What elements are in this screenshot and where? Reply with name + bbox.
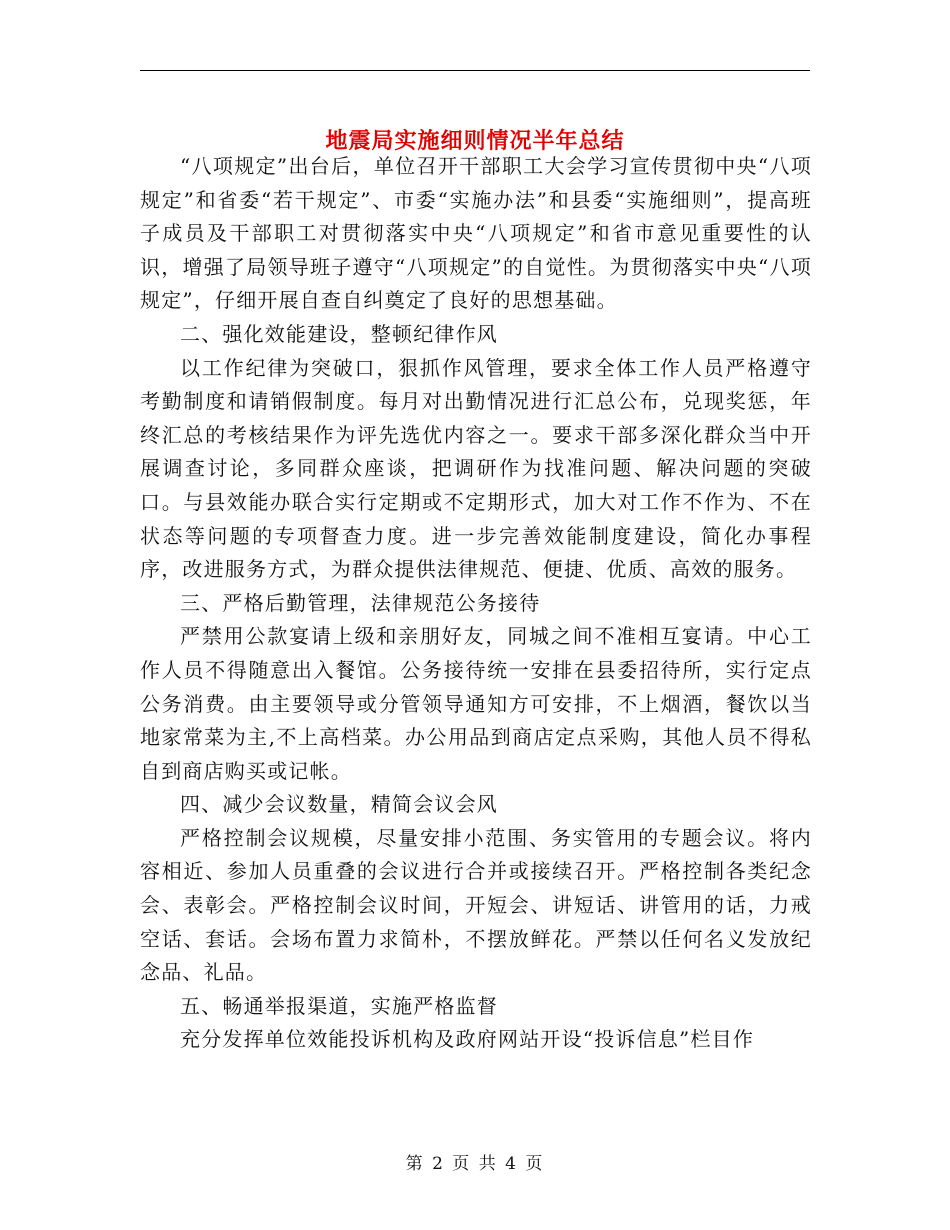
paragraph-section-5: 充分发挥单位效能投诉机构及政府网站开设“投诉信息”栏目作 bbox=[180, 1027, 755, 1052]
paragraph-section-4: 严格控制会议规模，尽量安排小范围、务实管用的专题会议。将内容相近、参加人员重叠的会议进行合并或接续召开。严格控制各类纪念会、表彰会。严格控制会议时间，开短会、讲短话、讲管用的话，力戒空话、套话。会场布置力求简朴，不摆放鲜花。严禁以任何名义发放纪念品、礼品。 bbox=[140, 825, 812, 985]
document-body bbox=[140, 150, 812, 1057]
page-number-footer: 第 2 页 共 4 页 bbox=[405, 1154, 545, 1174]
paragraph-intro: “八项规定”出台后，单位召开干部职工大会学习宣传贯彻中央“八项规定”和省委“若干规定”、市委“实施办法”和县委“实施细则”，提高班子成员及干部职工对贯彻落实中央“八项规定”和省市意见重要性的认识，增强了局领导班子遵守“八项规定”的自觉性。为贯彻落实中央“八项规定”，仔细开展自查自纠奠定了良好的思想基础。 bbox=[140, 154, 812, 313]
paragraph-section-2: 以工作纪律为突破口，狠抓作风管理，要求全体工作人员严格遵守考勤制度和请销假制度。每月对出勤情况进行汇总公布，兑现奖惩，年终汇总的考核结果作为评先选优内容之一。要求干部多深化群众当中开展调查讨论，多同群众座谈，把调研作为找准问题、解决问题的突破口。与县效能办联合实行定期或不定期形式，加大对工作不作为、不在状态等问题的专项督查力度。进一步完善效能制度建设，简化办事程序，改进服务方式，为群众提供法律规范、便捷、优质、高效的服务。 bbox=[140, 355, 812, 582]
section-heading-4: 四、减少会议数量，精简会议会风 bbox=[180, 792, 498, 817]
header-rule bbox=[140, 70, 810, 71]
section-heading-3: 三、严格后勤管理，法律规范公务接待 bbox=[180, 590, 541, 615]
section-heading-2: 二、强化效能建设，整顿纪律作风 bbox=[180, 321, 498, 346]
section-heading-5: 五、畅通举报渠道，实施严格监督 bbox=[180, 993, 498, 1018]
document-title: 地震局实施细则情况半年总结 bbox=[325, 127, 625, 154]
paragraph-section-3: 严禁用公款宴请上级和亲朋好友，同城之间不准相互宴请。中心工作人员不得随意出入餐馆。公务接待统一安排在县委招待所，实行定点公务消费。由主要领导或分管领导通知方可安排，不上烟酒，餐饮以当地家常菜为主,不上高档菜。办公用品到商店定点采购，其他人员不得私自到商店购买或记帐。 bbox=[140, 624, 812, 783]
